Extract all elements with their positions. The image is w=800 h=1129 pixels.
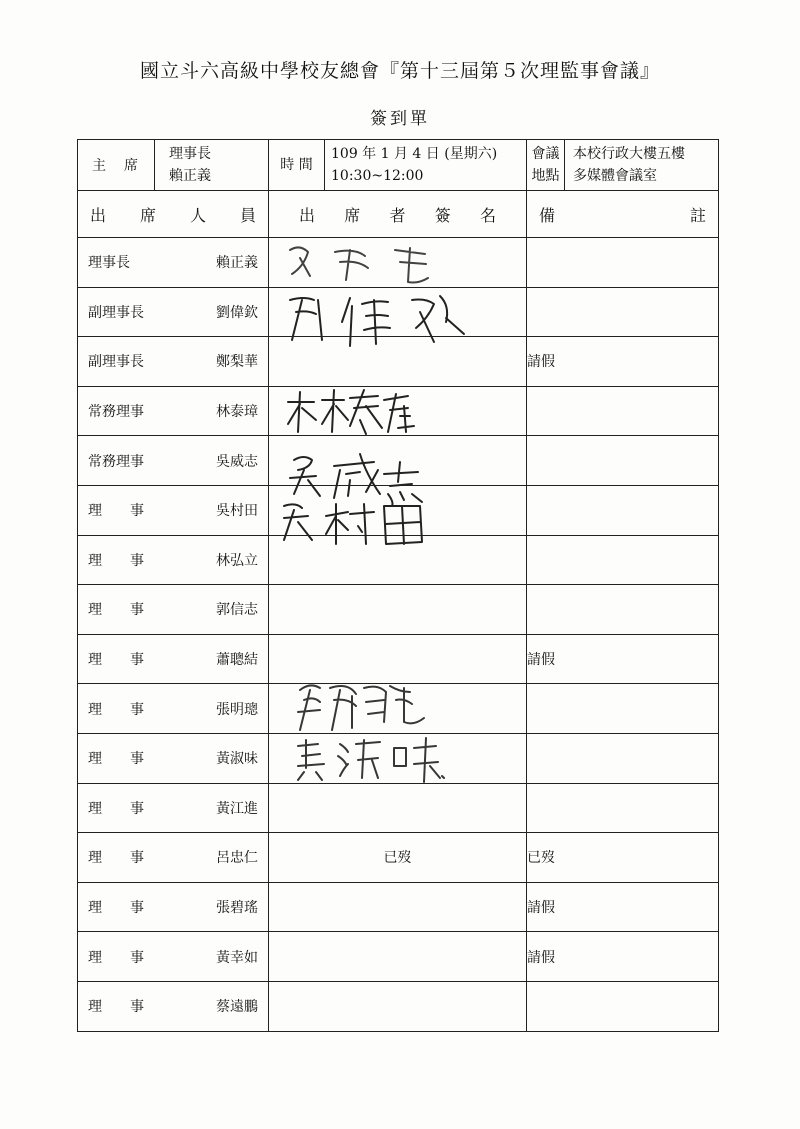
chair-name: 賴正義 (169, 168, 211, 184)
attendee-cell (78, 535, 269, 585)
header-row (78, 140, 719, 191)
note-cell (527, 684, 719, 734)
signature-cell (269, 882, 527, 932)
signature-header-char: 者 (389, 205, 406, 225)
attendee-title: 理 事 (88, 999, 144, 1016)
document-title: 國立斗六高級中學校友總會『第十三屆第５次理監事會議』 (139, 60, 660, 82)
signature-cell (269, 833, 527, 883)
table-row (78, 287, 719, 337)
table-row (78, 535, 719, 585)
table-row (78, 833, 719, 883)
attendee-title: 理 事 (88, 850, 144, 867)
signature-cell (269, 535, 527, 585)
attendee-name: 吳威志 (216, 453, 258, 470)
note-cell (527, 932, 719, 982)
table-row (78, 981, 719, 1031)
attendee-name: 蕭聰結 (216, 652, 258, 669)
signature-cell (269, 585, 527, 635)
signature-cell (269, 783, 527, 833)
signature-cell (269, 436, 527, 486)
venue-label-2: 地點 (531, 168, 560, 184)
attendee-cell (78, 733, 269, 783)
table-row (78, 585, 719, 635)
table-row (78, 238, 719, 288)
meeting-time (325, 140, 527, 191)
signature-header-char: 出 (299, 205, 316, 225)
attendee-title: 副理事長 (88, 354, 144, 371)
note-cell (527, 585, 719, 635)
attendee-header-char: 席 (139, 205, 156, 225)
signature-cell (269, 485, 527, 535)
note-cell (527, 287, 719, 337)
signature-cell (269, 386, 527, 436)
attendee-title: 理事長 (88, 255, 130, 272)
note-cell (527, 337, 719, 387)
attendee-title: 理 事 (88, 602, 144, 619)
note-cell (527, 634, 719, 684)
attendee-title: 副理事長 (88, 304, 144, 321)
note-cell (527, 485, 719, 535)
attendee-title: 理 事 (88, 900, 144, 917)
note-text: 請假 (527, 652, 555, 669)
attendee-cell (78, 932, 269, 982)
sign-in-table (77, 139, 719, 1032)
attendee-name: 鄭梨華 (216, 354, 258, 371)
attendee-name: 張碧瑤 (216, 900, 258, 917)
venue-line-2: 多媒體會議室 (573, 168, 657, 184)
table-row (78, 882, 719, 932)
chair-role: 理事長 (169, 146, 211, 162)
signature-cell (269, 981, 527, 1031)
attendee-header-char: 人 (189, 205, 206, 225)
attendee-name: 黃幸如 (216, 949, 258, 966)
note-text: 請假 (527, 949, 555, 966)
signature-cell (269, 287, 527, 337)
attendee-title: 理 事 (88, 949, 144, 966)
note-cell (527, 783, 719, 833)
attendee-cell (78, 436, 269, 486)
table-row (78, 783, 719, 833)
attendee-name: 賴正義 (216, 255, 258, 272)
attendee-name: 呂忠仁 (216, 850, 258, 867)
note-header-char: 註 (689, 205, 706, 225)
table-row (78, 337, 719, 387)
signature-cell (269, 932, 527, 982)
chair-label: 主 席 (78, 140, 155, 191)
note-cell (527, 386, 719, 436)
signature-column-header (269, 191, 527, 238)
signature-header-char: 席 (344, 205, 361, 225)
table-row (78, 684, 719, 734)
venue-label (527, 140, 565, 191)
attendee-header-char: 出 (90, 205, 107, 225)
attendee-cell (78, 783, 269, 833)
note-cell (527, 981, 719, 1031)
attendee-header-char: 員 (239, 205, 256, 225)
attendee-name: 林弘立 (216, 552, 258, 569)
attendee-cell (78, 833, 269, 883)
attendee-name: 張明璁 (216, 701, 258, 718)
attendee-name: 黃淑味 (216, 751, 258, 768)
meeting-date: 109 年 1 月 4 日 (星期六) (331, 146, 498, 162)
attendee-name: 林泰璋 (216, 404, 258, 421)
note-column-header (527, 191, 719, 238)
chair-info (155, 140, 269, 191)
attendee-name: 黃江進 (216, 800, 258, 817)
attendee-cell (78, 386, 269, 436)
signature-cell (269, 684, 527, 734)
attendee-name: 郭信志 (216, 602, 258, 619)
attendee-column-header (78, 191, 269, 238)
signature-cell (269, 733, 527, 783)
attendee-title: 常務理事 (88, 404, 144, 421)
attendee-cell (78, 287, 269, 337)
table-row (78, 932, 719, 982)
note-cell (527, 833, 719, 883)
table-row (78, 634, 719, 684)
attendee-title: 理 事 (88, 503, 144, 520)
attendee-title: 理 事 (88, 800, 144, 817)
note-header-char: 備 (539, 205, 556, 225)
table-row (78, 386, 719, 436)
signature-header-char: 名 (479, 205, 496, 225)
venue-label-1: 會議 (531, 146, 560, 162)
table-row (78, 436, 719, 486)
attendee-name: 吳村田 (216, 503, 258, 520)
note-cell (527, 733, 719, 783)
signature-text: 已歿 (383, 850, 412, 867)
venue-line-1: 本校行政大樓五樓 (573, 146, 685, 162)
attendee-name: 劉偉欽 (216, 304, 258, 321)
signature-cell (269, 634, 527, 684)
signature-cell (269, 238, 527, 288)
attendee-rows (78, 238, 719, 1032)
signature-cell (269, 337, 527, 387)
attendee-title: 理 事 (88, 751, 144, 768)
signature-header-char: 簽 (434, 205, 451, 225)
attendee-title: 理 事 (88, 552, 144, 569)
note-cell (527, 535, 719, 585)
attendee-cell (78, 684, 269, 734)
time-label: 時 間 (269, 140, 325, 191)
document-subtitle: 簽到單 (370, 109, 430, 129)
attendee-cell (78, 238, 269, 288)
note-text: 請假 (527, 900, 555, 917)
attendee-cell (78, 485, 269, 535)
note-text: 已歿 (527, 850, 555, 867)
attendee-name: 蔡遠鵬 (216, 999, 258, 1016)
note-cell (527, 882, 719, 932)
attendee-title: 理 事 (88, 652, 144, 669)
venue (565, 140, 719, 191)
attendee-cell (78, 634, 269, 684)
note-cell (527, 436, 719, 486)
attendee-title: 理 事 (88, 701, 144, 718)
attendee-cell (78, 337, 269, 387)
column-header-row (78, 191, 719, 238)
attendee-cell (78, 585, 269, 635)
table-row (78, 485, 719, 535)
note-text: 請假 (527, 354, 555, 371)
table-row (78, 733, 719, 783)
attendee-title: 常務理事 (88, 453, 144, 470)
attendee-cell (78, 882, 269, 932)
note-cell (527, 238, 719, 288)
attendee-cell (78, 981, 269, 1031)
meeting-hours: 10:30~12:00 (331, 168, 424, 184)
